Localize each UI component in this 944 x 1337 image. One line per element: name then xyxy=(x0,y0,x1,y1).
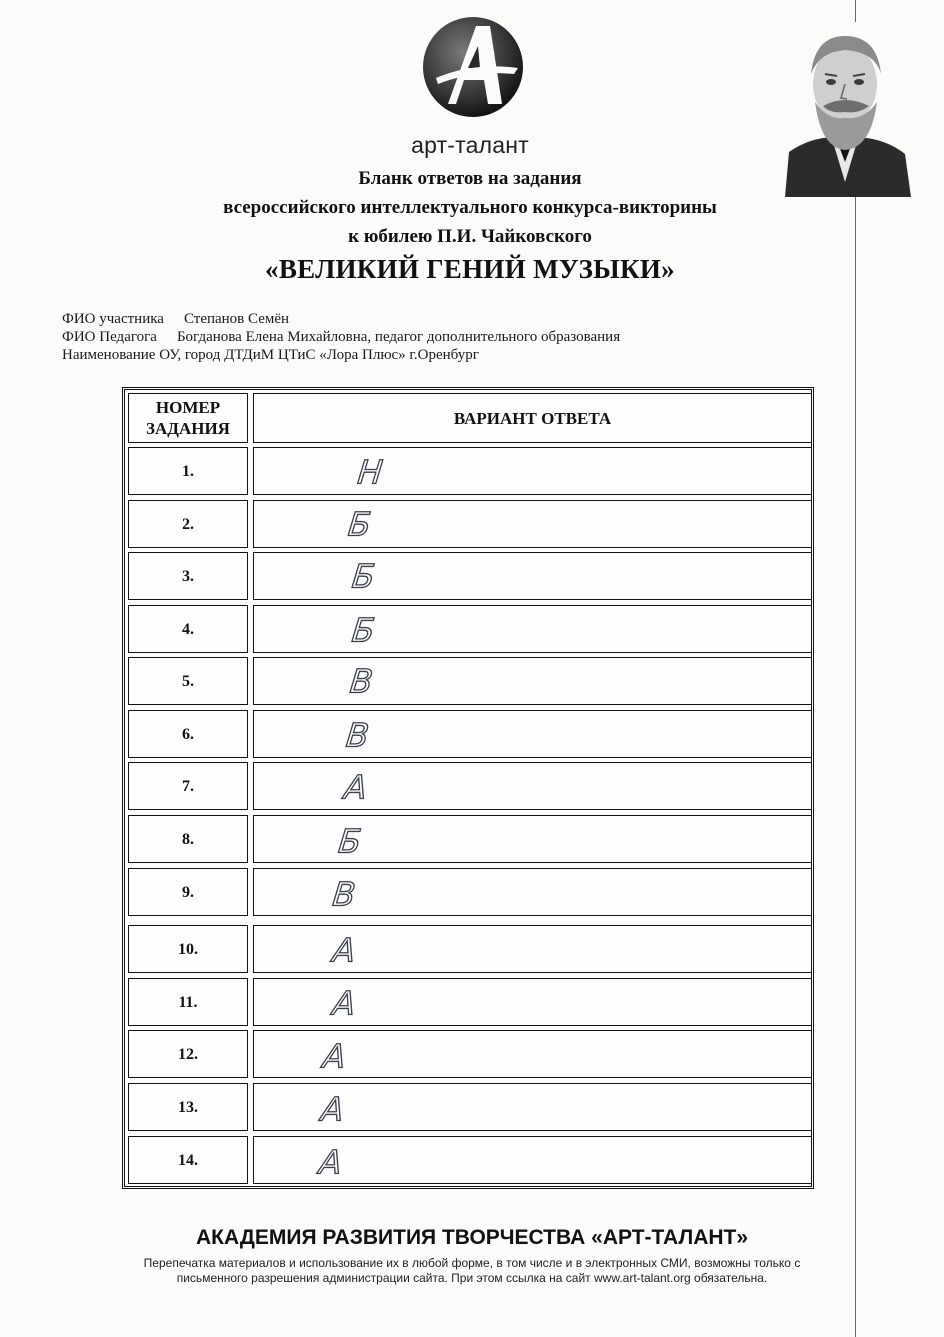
task-number: 13. xyxy=(128,1083,248,1131)
page-fold-line xyxy=(855,0,856,1337)
participant-value: Степанов Семён xyxy=(183,311,290,327)
answer-cell xyxy=(253,657,812,705)
answer-cell xyxy=(253,1083,812,1131)
task-number: 2. xyxy=(128,500,248,548)
task-number: 5. xyxy=(128,657,248,705)
answer-cell xyxy=(253,710,812,758)
answer-cell xyxy=(253,815,812,863)
handwritten-answer: А xyxy=(330,984,358,1023)
task-number: 11. xyxy=(128,978,248,1026)
task-number: 8. xyxy=(128,815,248,863)
column-header-number xyxy=(128,393,248,443)
task-number: 12. xyxy=(128,1030,248,1078)
participant-label: ФИО участника xyxy=(62,311,164,327)
footer-title: АКАДЕМИЯ РАЗВИТИЯ ТВОРЧЕСТВА «АРТ-ТАЛАНТ» xyxy=(195,1226,749,1249)
art-talant-logo-icon xyxy=(418,12,528,122)
answer-cell xyxy=(253,762,812,810)
footer-copyright-note xyxy=(90,1256,854,1286)
handwritten-answer: А xyxy=(330,931,358,970)
answer-cell xyxy=(253,1136,812,1184)
task-number: 14. xyxy=(128,1136,248,1184)
answer-cell xyxy=(253,447,812,495)
contest-name: «ВЕЛИКИЙ ГЕНИЙ МУЗЫКИ» xyxy=(265,254,675,284)
task-number: 10. xyxy=(128,925,248,973)
school-label: Наименование ОУ, город xyxy=(62,347,221,363)
answer-cell xyxy=(253,1030,812,1078)
task-number: 1. xyxy=(128,447,248,495)
brand-name: арт-талант xyxy=(411,132,529,158)
answer-cell xyxy=(253,978,812,1026)
handwritten-answer: В xyxy=(348,662,375,701)
handwritten-answer: В xyxy=(330,875,358,914)
handwritten-answer: А xyxy=(342,768,369,807)
handwritten-answer: В xyxy=(344,716,371,755)
teacher-value: Богданова Елена Михайловна, педагог дополнительного образования xyxy=(176,329,621,345)
answer-cell xyxy=(253,605,812,653)
answer-table xyxy=(122,387,814,1189)
answer-cell xyxy=(253,925,812,973)
handwritten-answer: А xyxy=(321,1037,348,1076)
participant-row xyxy=(62,311,289,328)
handwritten-answer: Н xyxy=(355,453,385,492)
column-header-number-line2: ЗАДАНИЯ xyxy=(146,419,230,438)
handwritten-answer: Б xyxy=(346,505,373,544)
teacher-label: ФИО Педагога xyxy=(62,329,157,345)
column-header-answer: ВАРИАНТ ОТВЕТА xyxy=(253,393,812,443)
answer-cell xyxy=(253,868,812,916)
task-number: 3. xyxy=(128,552,248,600)
footer-note-line2: письменного разрешения администрации сайта. При этом ссылка на сайт www.art-talant.org обязательна. xyxy=(176,1271,768,1285)
answer-cell xyxy=(253,500,812,548)
task-number: 9. xyxy=(128,868,248,916)
teacher-row xyxy=(62,329,620,346)
form-title: Бланк ответов на задания xyxy=(358,168,582,189)
handwritten-answer: А xyxy=(317,1143,344,1182)
handwritten-answer: Б xyxy=(350,557,377,596)
handwritten-answer: Б xyxy=(336,822,363,861)
school-row xyxy=(62,347,479,364)
column-header-number-line1: НОМЕР xyxy=(155,398,221,417)
answer-cell xyxy=(253,552,812,600)
footer-note-line1: Перепечатка материалов и использование их в любой форме, в том числе и в электронных СМИ, возможны только с xyxy=(143,1256,801,1270)
school-value: ДТДиМ ЦТиС «Лора Плюс» г.Оренбург xyxy=(224,347,479,363)
task-number: 7. xyxy=(128,762,248,810)
handwritten-answer: Б xyxy=(350,611,377,650)
handwritten-answer: А xyxy=(319,1090,346,1129)
contest-occasion: к юбилею П.И. Чайковского xyxy=(348,226,592,247)
contest-subtitle: всероссийского интеллектуального конкурса-викторины xyxy=(223,197,717,218)
task-number: 4. xyxy=(128,605,248,653)
task-number: 6. xyxy=(128,710,248,758)
